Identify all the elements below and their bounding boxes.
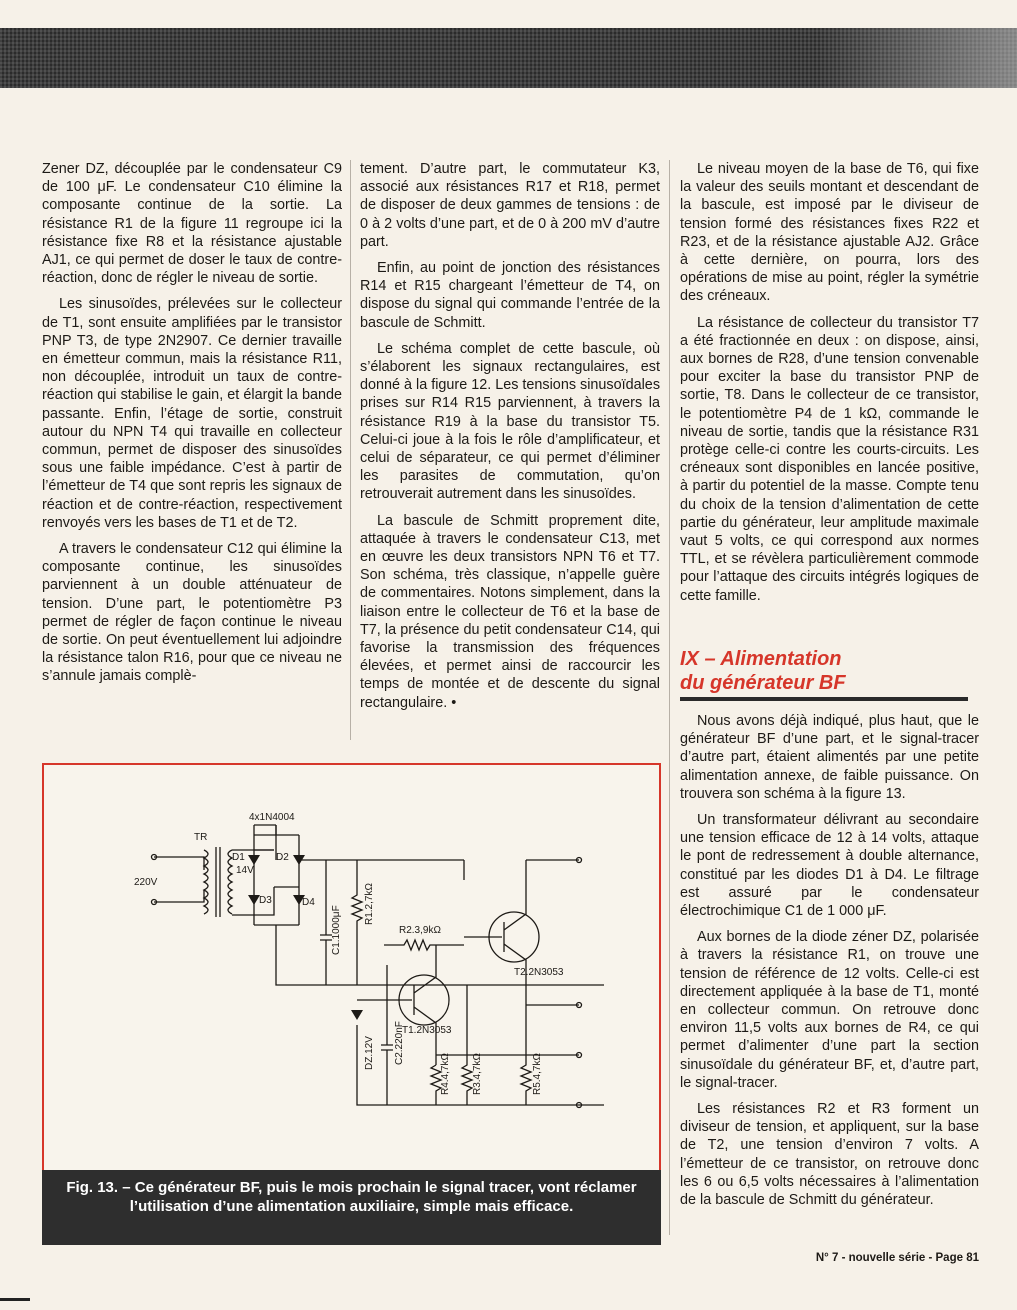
col2-paragraph-2: Enfin, au point de jonction des résistances R14 et R15 chargeant l’émetteur de T4, on dispose du signal qui commande l’entrée de la bascule de Schmitt. xyxy=(360,260,660,331)
label-d4: D4 xyxy=(302,897,315,908)
label-d3: D3 xyxy=(259,895,272,906)
power-supply-schematic xyxy=(44,765,663,1185)
label-t2: T2.2N3053 xyxy=(514,967,564,978)
column-3-continued xyxy=(680,712,979,1217)
col1-paragraph-2: Les sinusoïdes, prélevées sur le collecteur de T1, sont ensuite amplifiées par le transistor PNP T3, de type 2N2907. Ce dernier travaille en émetteur commun, mais la résistance R11, non découplée, introduit un taux de contre-réaction qui stabilise le gain, et élargit la bande passante. Enfin, l’étage de sortie, construit autour du NPN T4 qui travaille en collecteur commun, permet de disposer des sinusoïdes sous une faible impédance. C’est à partir de l’émetteur de T4 que sont repris les signaux de réaction et de contre-réaction, respectivement renvoyés vers les bases de T1 et de T2. xyxy=(42,296,342,531)
d1-diode-symbol xyxy=(248,855,260,865)
col1-paragraph-3: A travers le condensateur C12 qui élimine la composante continue, les sinusoïdes parviennent à un double atténuateur de tension. D’une part, le potentiomètre P3 permet de régler de façon continue le niveau de sortie. On peut éventuellement lui adjoindre la résistance talon R16, pour que ce niveau ne s’annule jamais complè- xyxy=(42,541,342,685)
label-d2: D2 xyxy=(276,852,289,863)
dz-diode-symbol xyxy=(351,1010,363,1020)
col2-paragraph-1: tement. D’autre part, le commutateur K3, associé aux résistances R17 et R18, permet de disposer de deux gammes de tensions : de 0 à 2 volts d’une part, et de 0 à 200 mV d’autre part. xyxy=(360,161,660,250)
label-4x1n4004: 4x1N4004 xyxy=(249,812,295,823)
label-c2: C2.220nF xyxy=(394,1021,405,1065)
figure-13-frame xyxy=(42,763,661,1183)
col2-paragraph-4: La bascule de Schmitt proprement dite, attaquée à travers le condensateur C13, met en œuvre les deux transistors NPN T6 et T7. Son schéma, très classique, n’appelle guère de commentaires. Notons simplement, dans la liaison entre le collecteur de T6 et la base de T7, la présence du petit condensateur C14, qui favorise la transmission des fréquences élevées, et permet ainsi de raccourcir les temps de montée et de descente du signal rectangulaire. • xyxy=(360,512,660,711)
column-1 xyxy=(42,160,342,694)
label-t1: T1.2N3053 xyxy=(402,1025,452,1036)
band-fade xyxy=(817,28,1017,88)
r2-resistor xyxy=(384,940,464,950)
col3-paragraph-5: Aux bornes de la diode zéner DZ, polarisée à travers la résistance R1, on trouve une tension de référence de 12 volts. Celle-ci est directement appliquée à la base de T1, monté en collecteur commun. On retrouve donc environ 11,5 volts aux bornes de R4, ce qui permet d’alimenter d’une part la section sinusoïdale du générateur BF, et, d’autre part, le signal-tracer. xyxy=(680,929,979,1091)
section-heading-line-2: du générateur BF xyxy=(680,672,846,694)
label-r3: R3.4,7kΩ xyxy=(472,1053,483,1095)
col2-paragraph-3: Le schéma complet de cette bascule, où s’élaborent les signaux rectangulaires, est donné à la figure 12. Les tensions sinusoïdales prises sur R14 R15 parviennent, à travers la résistance R19 à la base du transistor T5. Celui-ci joue à la fois le rôle d’amplificateur, et celui de séparateur, ce qui permet d’éliminer les parasites de commutation, qu’on retrouverait autrement dans les sinusoïdes. xyxy=(360,340,661,503)
page-footer: N° 7 - nouvelle série - Page 81 xyxy=(815,1252,979,1264)
c2-capacitor xyxy=(381,965,393,1105)
label-tr: TR xyxy=(194,832,208,843)
column-2 xyxy=(360,160,660,720)
col3-paragraph-2: La résistance de collecteur du transistor T7 a été fractionnée en deux : on dispose, ainsi, aux bornes de R28, d’une tension convenable pour exciter la base du transistor PNP de sortie, T8. Dans le collecteur de ce transistor, le potentiomètre P4 de 1 kΩ, commande le niveau de sortie, tandis que la résistance R31 protège celle-ci contre les courts-circuits. Les créneaux sont disponibles en lancée positive, à partir du potentiel de la masse. Compte tenu du choix de la tension d’alimentation de cette partie du générateur, leur amplitude maximale vaut 5 volts, ce qui correspond aux normes TTL, et se révèlera particulièrement commode pour l’attaque des circuits intégrés logiques de cette famille. xyxy=(680,314,979,604)
output-links xyxy=(436,860,579,1055)
label-r2: R2.3,9kΩ xyxy=(399,925,441,936)
figure-caption: Fig. 13. – Ce générateur BF, puis le mois prochain le signal tracer, vont réclamer l’utilisation d’une alimentation auxiliaire, simple mais efficace. xyxy=(42,1170,661,1245)
label-14v: 14V xyxy=(236,865,254,876)
bottom-edge-mark xyxy=(0,1298,30,1301)
column-divider-2 xyxy=(669,160,670,1235)
col3-paragraph-6: Les résistances R2 et R3 forment un diviseur de tension, et appliquent, sur la base de T2, une tension d’environ 7 volts. A l’émetteur de ce transistor, on retrouve donc les 6 ou 6,5 volts nécessaires à l’alimentation de la bascule de Schmitt du générateur. xyxy=(680,1101,979,1209)
label-220v: 220V xyxy=(134,877,158,888)
top-halftone-band xyxy=(0,28,1017,88)
col3-paragraph-3: Nous avons déjà indiqué, plus haut, que le générateur BF d’une part, et le signal-tracer d’autre part, étaient alimentés par une petite alimentation annexe, de faible puissance. On trouvera son schéma à la figure 13. xyxy=(680,713,979,802)
section-heading xyxy=(680,647,968,701)
label-d1: D1 xyxy=(232,852,245,863)
label-dz: DZ.12V xyxy=(364,1036,375,1070)
label-c1: C1.1000μF xyxy=(331,905,342,955)
label-r5: R5.4,7kΩ xyxy=(532,1053,543,1095)
section-heading-line-1: IX – Alimentation xyxy=(680,648,842,670)
mains-wire-bottom xyxy=(154,890,204,902)
label-r4: R4.4,7kΩ xyxy=(440,1053,451,1095)
r5-resistor xyxy=(521,985,531,1105)
column-3 xyxy=(680,160,979,613)
mains-wire-top xyxy=(154,857,204,870)
col3-paragraph-1: Le niveau moyen de la base de T6, qui fixe la valeur des seuils montant et descendant de la bascule, est imposé par le diviseur de tension formé des résistances fixes R22 et R23, et de la résistance ajustable AJ2. Grâce à cette dernière, on pourra, lors des opérations de mise au point, régler la symétrie des créneaux. xyxy=(680,161,979,305)
col3-paragraph-4: Un transformateur délivrant au secondaire une tension efficace de 12 à 14 volts, attaque le pont de redressement à double alternance, constitué par les diodes D1 à D4. Le filtrage est assuré par le condensateur électrochimique C1 de 1 000 μF. xyxy=(680,812,979,920)
col1-paragraph-1: Zener DZ, découplée par le condensateur C9 de 100 μF. Le condensateur C10 élimine la composante continue de la sortie. La résistance R1 de la figure 11 regroupe ici la résistance fixe R8 et la résistance ajustable AJ1, ce qui permet de doser le taux de contre-réaction, donc de régler le niveau de sortie. xyxy=(42,161,342,287)
label-r1: R1.2,7kΩ xyxy=(364,883,375,925)
column-divider-1 xyxy=(350,160,351,740)
r3-resistor xyxy=(462,985,472,1105)
schematic-labels xyxy=(134,812,564,1095)
r1-resistor xyxy=(352,860,362,965)
bridge-diodes xyxy=(248,855,363,1020)
